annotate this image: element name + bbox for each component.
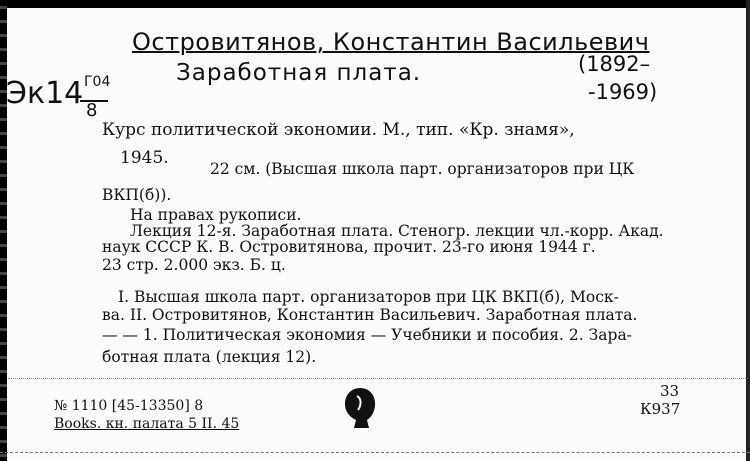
entry-lecture-2: наук СССР К. В. Островитянова, прочит. 23-го июня 1944 г. [102, 238, 596, 256]
classification-number: 33 [660, 382, 680, 400]
shelfmark-superscript: Г04 [84, 74, 111, 90]
tracing-line-1: I. Высшая школа парт. организаторов при ЦК ВКП(б), Моск- [118, 288, 619, 306]
registry-number: № 1110 [45-13350] 8 [54, 398, 204, 414]
shelfmark-main: Эк14 [6, 76, 84, 111]
author-code: К937 [640, 400, 681, 418]
ink-stamp-icon [340, 386, 380, 430]
card-bottom-rule [0, 452, 750, 454]
entry-year: 1945. [120, 148, 169, 168]
entry-series-1: 22 см. (Высшая школа парт. организаторов при ЦК [210, 160, 635, 178]
subject-heading: Заработная плата. [176, 60, 422, 86]
card-top-edge [0, 0, 750, 8]
entry-lecture-1: Лекция 12-я. Заработная плата. Стеногр. лекции чл.-корр. Акад. [130, 222, 664, 240]
shelfmark-number: 8 [86, 100, 98, 121]
registry-chamber: Books. кн. палата 5 II. 45 [54, 416, 240, 432]
scan-noise-line [8, 378, 748, 380]
entry-title: Курс политической экономии. М., тип. «Кр. знамя», [102, 120, 575, 140]
life-dates: (1892– [578, 52, 651, 76]
tracing-line-2: ва. II. Островитянов, Константин Васильевич. Заработная плата. [102, 306, 638, 324]
card-right-edge [746, 0, 750, 461]
entry-pages: 23 стр. 2.000 экз. Б. ц. [102, 256, 286, 274]
card-left-edge [0, 0, 7, 461]
tracing-line-3: — — 1. Политическая экономия — Учебники и пособия. 2. Зара- [102, 326, 632, 344]
entry-note: На правах рукописи. [130, 206, 302, 224]
life-dates-end: -1969) [588, 80, 658, 104]
tracing-line-4: ботная плата (лекция 12). [102, 348, 317, 366]
entry-series-2: ВКП(б)). [102, 186, 172, 204]
author-heading: Островитянов, Константин Васильевич [132, 28, 650, 56]
